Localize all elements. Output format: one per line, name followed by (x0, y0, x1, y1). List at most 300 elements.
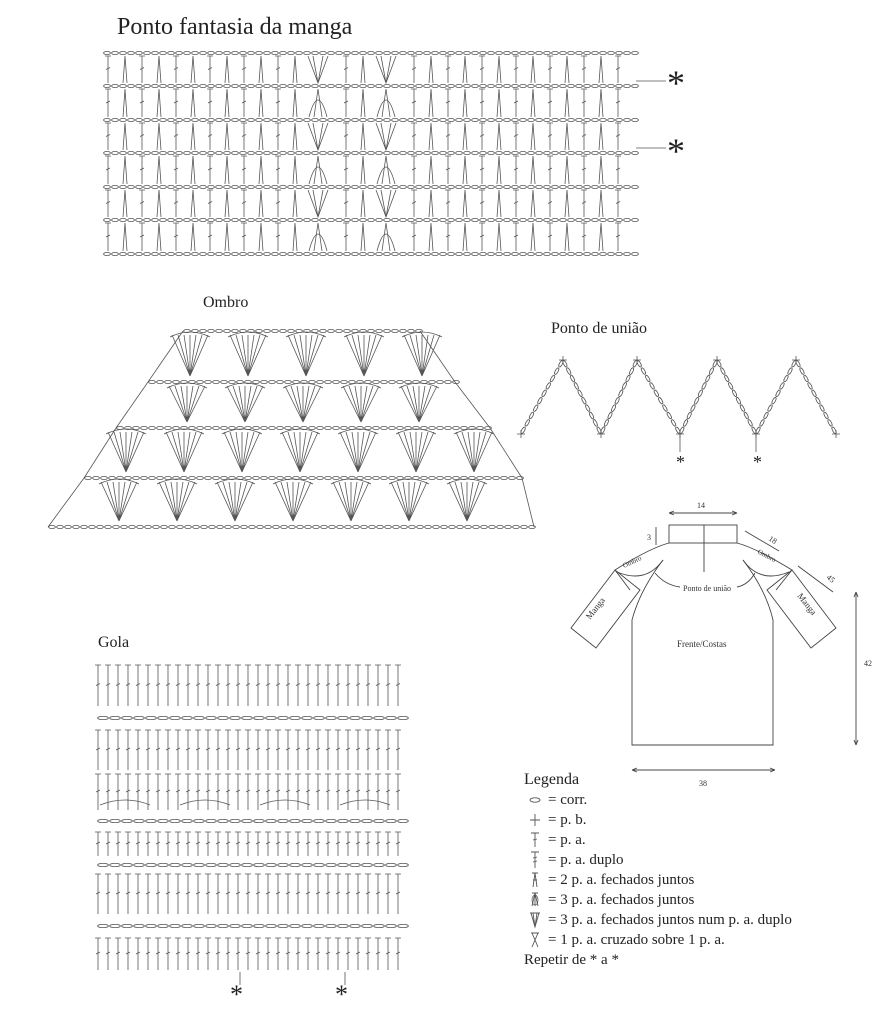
chain-stitch (144, 51, 151, 54)
double-crochet (207, 190, 213, 217)
chain-stitch (803, 375, 809, 383)
double-crochet (155, 832, 161, 856)
chain-stitch (592, 84, 599, 87)
chain-stitch (128, 252, 135, 255)
chain-stitch (600, 218, 607, 221)
double-crochet (105, 832, 111, 856)
chain-stitch (592, 118, 599, 121)
chain-stitch (360, 218, 367, 221)
double-crochet (165, 938, 171, 970)
chain-stitch (568, 252, 575, 255)
chain-stitch (253, 380, 260, 383)
chain-stitch (362, 819, 373, 822)
double-crochet-icon (524, 831, 546, 849)
dc2tog-stitch (463, 56, 467, 83)
chain-stitch (149, 426, 156, 429)
double-crochet (513, 89, 519, 117)
chain-stitch (807, 382, 813, 390)
chain-stitch (392, 151, 399, 154)
double-crochet (173, 190, 179, 217)
chain-stitch (350, 716, 361, 719)
double-crochet (105, 56, 111, 83)
chain-stitch (360, 84, 367, 87)
chain-stitch (158, 716, 169, 719)
chain-stitch (160, 218, 167, 221)
legend-item (524, 830, 792, 850)
chain-stitch (632, 218, 639, 221)
chain-stitch (384, 84, 391, 87)
collar-star-left: * (230, 980, 243, 1009)
chain-stitch (400, 185, 407, 188)
chain-stitch (328, 118, 335, 121)
chain-stitch (416, 51, 423, 54)
chain-stitch (125, 476, 132, 479)
chain-stitch (608, 84, 615, 87)
chain-stitch (194, 819, 205, 822)
chain-stitch (616, 151, 623, 154)
chain-stitch (200, 218, 207, 221)
chain-stitch (176, 252, 183, 255)
chain-stitch (368, 151, 375, 154)
double-crochet (245, 774, 251, 810)
chain-stitch (245, 476, 252, 479)
chain-stitch (608, 185, 615, 188)
chain-stitch (671, 419, 677, 427)
chain-stitch (242, 819, 253, 822)
double-crochet (581, 56, 587, 83)
chain-stitch (304, 51, 311, 54)
chain-stitch (368, 185, 375, 188)
double-crochet (115, 730, 121, 770)
chain-stitch (312, 51, 319, 54)
double-crochet (115, 938, 121, 970)
dc2tog-stitch (599, 223, 603, 251)
chain-stitch (690, 404, 696, 412)
double-crochet (285, 832, 291, 856)
double-crochet (175, 730, 181, 770)
double-crochet (385, 730, 391, 770)
chain-stitch (600, 252, 607, 255)
chain-stitch (182, 819, 193, 822)
chain-stitch (448, 151, 455, 154)
chain-stitch (146, 819, 157, 822)
chain-stitch (432, 185, 439, 188)
double-crochet (205, 832, 211, 856)
chain-stitch (528, 218, 535, 221)
chain-stitch (184, 51, 191, 54)
chain-stitch (344, 218, 351, 221)
chain-stitch (485, 476, 492, 479)
double-crochet (165, 832, 171, 856)
chain-stitch (256, 118, 263, 121)
dc2tog-stitch (259, 123, 263, 150)
chain-stitch (112, 185, 119, 188)
chain-stitch (400, 218, 407, 221)
chain-stitch (128, 151, 135, 154)
chain-stitch (184, 185, 191, 188)
chain-stitch (206, 716, 217, 719)
chain-stitch (513, 525, 520, 528)
chain-stitch (158, 863, 169, 866)
sleeve-pattern-title: Ponto fantasia da manga (117, 14, 353, 40)
chain-stitch (529, 525, 536, 528)
chain-stitch (192, 51, 199, 54)
chain-stitch (170, 924, 181, 927)
dc3tog-icon (524, 891, 546, 909)
chain-stitch (456, 84, 463, 87)
chain-stitch (336, 218, 343, 221)
chain-stitch (232, 51, 239, 54)
chain-stitch (392, 218, 399, 221)
chain-stitch (120, 118, 127, 121)
chain-stitch (357, 476, 364, 479)
chain-stitch (448, 84, 455, 87)
dc2tog-stitch (191, 190, 195, 217)
chain-stitch (504, 151, 511, 154)
chain-stitch (536, 151, 543, 154)
double-crochet (315, 938, 321, 970)
chain-stitch (381, 426, 388, 429)
shell-stitch (217, 482, 253, 521)
double-crochet (305, 938, 311, 970)
chain-stitch (488, 118, 495, 121)
chain-stitch (398, 924, 409, 927)
double-crochet (445, 56, 451, 83)
chain-stitch (278, 819, 289, 822)
double-crochet (479, 89, 485, 117)
chain-stitch (232, 118, 239, 121)
chain-stitch (400, 252, 407, 255)
chain-stitch (405, 380, 412, 383)
dc2tog-stitch (361, 223, 365, 251)
double-crochet (235, 874, 241, 914)
chain-stitch (304, 252, 311, 255)
chain-stitch (173, 380, 180, 383)
chain-stitch (389, 426, 396, 429)
chain-stitch (192, 218, 199, 221)
shell-stitch (401, 386, 437, 422)
chain-stitch (632, 185, 639, 188)
join-drop (680, 434, 756, 452)
chain-stitch (827, 419, 833, 427)
chain-stitch (386, 924, 397, 927)
chain-stitch (208, 252, 215, 255)
chain-stitch (336, 185, 343, 188)
chain-stitch (432, 252, 439, 255)
chain-stitch (400, 118, 407, 121)
chain-stitch (304, 151, 311, 154)
double-crochet (411, 123, 417, 150)
dc2tog-stitch (531, 89, 535, 117)
chain-stitch (362, 716, 373, 719)
chain-stitch (230, 924, 241, 927)
chain-stitch (389, 380, 396, 383)
chain-stitch (344, 329, 351, 332)
dc2tog-stitch (497, 190, 501, 217)
chain-stitch (290, 819, 301, 822)
chain-stitch (278, 924, 289, 927)
chain-stitch (136, 84, 143, 87)
collar-arc (340, 800, 390, 805)
chain-stitch (576, 51, 583, 54)
chain-stitch (344, 84, 351, 87)
chain-stitch (445, 426, 452, 429)
double-crochet (155, 874, 161, 914)
dc2tog-icon (524, 871, 546, 889)
chain-stitch (112, 151, 119, 154)
chain-stitch (110, 819, 121, 822)
double-crochet (285, 774, 291, 810)
chain-stitch (440, 118, 447, 121)
double-crochet (125, 665, 131, 706)
legend-item-text: = 2 p. a. fechados juntos (548, 872, 695, 888)
double-crochet (241, 89, 247, 117)
chain-stitch (686, 412, 692, 420)
dc2tog-stitch (123, 123, 127, 150)
double-crochet (547, 190, 553, 217)
chain-stitch (197, 380, 204, 383)
double-crochet (343, 190, 349, 217)
chain-stitch (328, 329, 335, 332)
chain-stitch (488, 84, 495, 87)
double-crochet (105, 190, 111, 217)
chain-stitch (512, 51, 519, 54)
double-crochet (365, 832, 371, 856)
double-crochet (105, 938, 111, 970)
double-crochet (265, 774, 271, 810)
chain-stitch (216, 252, 223, 255)
double-crochet (139, 56, 145, 83)
shell-stitch (227, 386, 263, 422)
chain-stitch (146, 924, 157, 927)
double-crochet (365, 774, 371, 810)
chain-stitch (136, 151, 143, 154)
chain-stitch (416, 118, 423, 121)
chain-stitch (98, 924, 109, 927)
dc2tog-stitch (599, 190, 603, 217)
chain-stitch (512, 252, 519, 255)
chain-stitch (381, 380, 388, 383)
join-point-label: Ponto de união (683, 584, 731, 593)
dc3tog-in-tr-icon (524, 911, 546, 929)
chain-stitch (625, 375, 631, 383)
chain-stitch (312, 118, 319, 121)
chain-stitch (112, 118, 119, 121)
double-crochet (547, 89, 553, 117)
chain-stitch (461, 426, 468, 429)
chain-stitch (313, 525, 320, 528)
double-crochet (245, 730, 251, 770)
double-crochet (145, 665, 151, 706)
double-crochet (139, 223, 145, 251)
dc2tog-stitch (599, 156, 603, 184)
chain-stitch (269, 476, 276, 479)
chain-stitch (205, 476, 212, 479)
chain-stitch (504, 185, 511, 188)
chain-stitch (224, 185, 231, 188)
chain-stitch (176, 185, 183, 188)
chain-stitch (184, 252, 191, 255)
v-cluster (376, 123, 396, 150)
chain-stitch (312, 84, 319, 87)
chain-stitch (401, 525, 408, 528)
chain-stitch (345, 525, 352, 528)
chain-stitch (242, 716, 253, 719)
chain-stitch (386, 819, 397, 822)
chain-stitch (128, 218, 135, 221)
chain-stitch (272, 84, 279, 87)
shell-stitch (404, 335, 440, 376)
double-crochet (255, 730, 261, 770)
chain-stitch (309, 476, 316, 479)
chain-stitch (336, 252, 343, 255)
double-crochet (305, 832, 311, 856)
chain-stitch (206, 863, 217, 866)
chain-stitch (600, 51, 607, 54)
chain-stitch (437, 426, 444, 429)
dc2tog-stitch (361, 89, 365, 117)
double-crochet (215, 774, 221, 810)
double-crochet (275, 874, 281, 914)
chain-stitch (218, 716, 229, 719)
chain-stitch (232, 329, 239, 332)
chain-stitch (266, 716, 277, 719)
double-crochet (395, 832, 401, 856)
chain-stitch (536, 185, 543, 188)
chain-stitch (536, 252, 543, 255)
chain-stitch (241, 525, 248, 528)
double-crochet (205, 938, 211, 970)
chain-stitch (208, 185, 215, 188)
chain-stitch (392, 84, 399, 87)
body-panel-label: Frente/Costas (677, 639, 727, 649)
chain-stitch (445, 476, 452, 479)
chain-stitch (374, 924, 385, 927)
chain-stitch (338, 863, 349, 866)
chain-stitch (261, 476, 268, 479)
dc2tog-stitch (361, 56, 365, 83)
chain-stitch (440, 218, 447, 221)
chain-stitch (408, 185, 415, 188)
double-crochet (165, 774, 171, 810)
chain-stitch (528, 252, 535, 255)
double-crochet (165, 730, 171, 770)
double-crochet (385, 874, 391, 914)
double-crochet (615, 190, 621, 217)
chain-stitch (584, 252, 591, 255)
double-crochet (265, 938, 271, 970)
chain-stitch (381, 476, 388, 479)
chain-stitch (608, 252, 615, 255)
chain-stitch (624, 151, 631, 154)
chain-stitch (317, 380, 324, 383)
dc2tog-stitch (497, 156, 501, 184)
collar-drop (240, 972, 345, 985)
legend-item (524, 790, 792, 810)
double-crochet (207, 156, 213, 184)
double-crochet (175, 832, 181, 856)
chain-stitch (133, 426, 140, 429)
dc2tog-stitch (157, 223, 161, 251)
chain-stitch (256, 151, 263, 154)
chain-stitch (221, 380, 228, 383)
chain-stitch (566, 367, 572, 375)
chain-stitch (112, 84, 119, 87)
chain-stitch (320, 329, 327, 332)
double-crochet (581, 123, 587, 150)
chain-stitch (325, 476, 332, 479)
legend-item (524, 890, 792, 910)
chain-stitch (213, 476, 220, 479)
chain-stitch (176, 218, 183, 221)
chain-stitch (552, 118, 559, 121)
double-crochet (135, 774, 141, 810)
double-crochet (335, 938, 341, 970)
double-crochet (335, 730, 341, 770)
chain-stitch (145, 525, 152, 528)
double-crochet (207, 123, 213, 150)
double-crochet (105, 665, 111, 706)
chain-stitch (320, 118, 327, 121)
chain-stitch (232, 185, 239, 188)
double-crochet (175, 665, 181, 706)
double-crochet (395, 874, 401, 914)
join-star-left: * (676, 452, 685, 472)
chain-stitch (101, 476, 108, 479)
chain-stitch (759, 419, 765, 427)
chain-stitch (568, 151, 575, 154)
chain-stitch (536, 51, 543, 54)
chain-stitch (120, 51, 127, 54)
chain-stitch (280, 151, 287, 154)
chain-stitch (453, 476, 460, 479)
chain-stitch (288, 252, 295, 255)
chain-stitch (137, 525, 144, 528)
chain-stitch (264, 151, 271, 154)
chain-stitch (320, 185, 327, 188)
chain-stitch (584, 84, 591, 87)
legend (524, 770, 792, 970)
double-crochet (265, 874, 271, 914)
chain-stitch (739, 404, 745, 412)
double-crochet (375, 874, 381, 914)
chain-stitch (576, 252, 583, 255)
chain-stitch (248, 118, 255, 121)
join-stitch-chart (517, 356, 840, 452)
chain-stitch (448, 118, 455, 121)
chain-stitch (254, 924, 265, 927)
v-cluster (376, 190, 396, 217)
chain-stitch (529, 412, 535, 420)
dc2tog-stitch (531, 190, 535, 217)
chain-stitch (440, 185, 447, 188)
double-crochet (165, 874, 171, 914)
chain-stitch (216, 84, 223, 87)
chain-stitch (120, 84, 127, 87)
double-crochet (395, 774, 401, 810)
chain-stitch (544, 84, 551, 87)
dc2tog-stitch (429, 190, 433, 217)
chain-stitch (585, 404, 591, 412)
chain-stitch (326, 819, 337, 822)
chain-stitch (600, 118, 607, 121)
chain-stitch (560, 151, 567, 154)
double-crochet (245, 832, 251, 856)
chain-stitch (600, 185, 607, 188)
chain-stitch (392, 329, 399, 332)
chain-stitch (328, 151, 335, 154)
chain-stitch (552, 252, 559, 255)
